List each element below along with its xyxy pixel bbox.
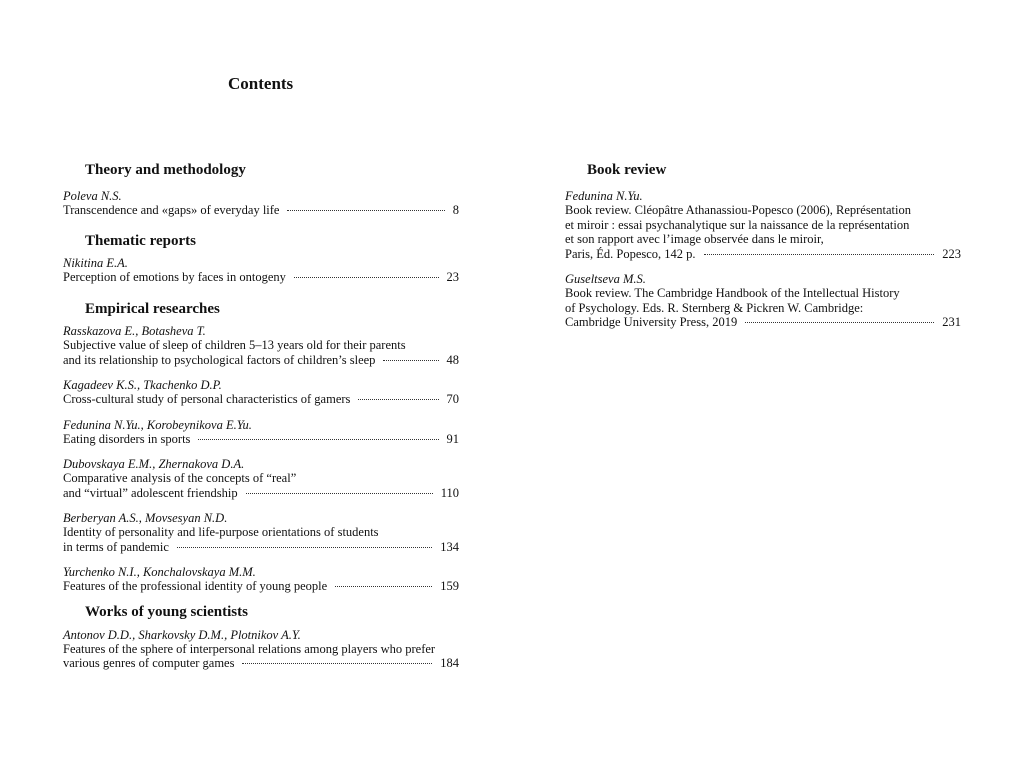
dot-leader — [242, 663, 432, 664]
entry-title — [63, 579, 459, 594]
dot-leader — [294, 277, 439, 278]
page-number: 159 — [440, 579, 459, 593]
dot-leader — [335, 586, 432, 587]
entry-authors: Guseltseva M.S. — [565, 272, 646, 286]
entry-title-line: Subjective value of sleep of children 5–13 years old for their parents — [63, 338, 406, 352]
entry-authors: Kagadeev K.S., Tkachenko D.P. — [63, 378, 222, 392]
entry-authors: Yurchenko N.I., Konchalovskaya M.M. — [63, 565, 256, 579]
section-heading: Works of young scientists — [85, 603, 248, 620]
toc-entry[interactable] — [63, 418, 459, 447]
toc-entry[interactable] — [63, 511, 459, 554]
entry-title-line: et son rapport avec l’image observée dans le miroir, — [565, 232, 824, 246]
toc-entry[interactable] — [565, 272, 961, 330]
entry-authors: Nikitina E.A. — [63, 255, 128, 270]
dot-leader — [246, 493, 433, 494]
toc-entry[interactable] — [63, 189, 459, 218]
dot-leader — [287, 210, 444, 211]
entry-title-line: of Psychology. Eds. R. Sternberg & Pickren W. Cambridge: — [565, 300, 864, 315]
dot-leader — [745, 322, 934, 323]
section-heading: Thematic reports — [85, 232, 196, 249]
toc-entry[interactable] — [63, 378, 459, 407]
entry-title — [565, 203, 961, 261]
dot-leader — [177, 547, 432, 548]
page-number: 134 — [440, 539, 459, 554]
entry-title-line: Perception of emotions by faces in ontogeny — [63, 269, 286, 284]
entry-title — [63, 338, 459, 367]
dot-leader — [198, 439, 438, 440]
page-title: Contents — [228, 74, 294, 93]
toc-entry[interactable] — [63, 457, 459, 500]
entry-title — [63, 525, 459, 554]
entry-authors: Berberyan A.S., Movsesyan N.D. — [63, 511, 228, 525]
entry-title-line: Features of the professional identity of young people — [63, 579, 328, 593]
entry-title-line: Cambridge University Press, 2019 — [565, 315, 738, 329]
entry-title-line: Features of the sphere of interpersonal relations among players who prefer — [63, 641, 436, 656]
page-number: 91 — [446, 431, 459, 446]
entry-title — [565, 286, 961, 330]
dot-leader — [358, 399, 438, 400]
entry-title-line: in terms of pandemic — [63, 539, 169, 554]
page-number: 223 — [942, 246, 961, 261]
section-heading: Empirical researches — [85, 301, 220, 317]
entry-authors: Dubovskaya E.M., Zhernakova D.A. — [63, 457, 245, 471]
entry-title — [63, 392, 459, 407]
entry-title-line: and its relationship to psychological factors of children’s sleep — [63, 352, 376, 367]
dot-leader — [383, 360, 438, 361]
entry-title-line: Identity of personality and life-purpose orientations of students — [63, 525, 379, 539]
page-number: 110 — [440, 485, 459, 500]
toc-entry[interactable] — [63, 565, 459, 594]
page-number: 48 — [446, 352, 459, 367]
left-column — [63, 160, 459, 682]
toc-entry[interactable] — [565, 189, 961, 261]
entry-title — [63, 471, 459, 500]
entry-authors: Fedunina N.Yu. — [565, 189, 643, 203]
entry-title-line: and “virtual” adolescent friendship — [63, 485, 238, 500]
right-column — [565, 160, 961, 341]
toc-entry[interactable] — [63, 324, 459, 367]
entry-title-line: Paris, Éd. Popesco, 142 p. — [565, 246, 696, 261]
entry-authors: Rasskazova E., Botasheva T. — [63, 324, 206, 338]
page-number: 8 — [452, 203, 459, 217]
entry-title — [63, 642, 459, 671]
page-number: 23 — [446, 269, 459, 284]
entry-title-line: Comparative analysis of the concepts of “real” — [63, 471, 297, 485]
entry-authors: Antonov D.D., Sharkovsky D.M., Plotnikov A.Y. — [63, 627, 301, 642]
entry-authors: Fedunina N.Yu., Korobeynikova E.Yu. — [63, 417, 252, 432]
entry-title-line: Cross-cultural study of personal characteristics of gamers — [63, 392, 351, 406]
entry-title — [63, 270, 459, 285]
entry-title-line: Book review. The Cambridge Handbook of the Intellectual History — [565, 286, 900, 300]
section-heading: Book review — [587, 162, 667, 178]
entry-title — [63, 203, 459, 218]
page-number: 184 — [440, 656, 459, 670]
toc-entry[interactable] — [63, 256, 459, 285]
entry-authors: Poleva N.S. — [63, 189, 122, 203]
page-number: 70 — [446, 392, 459, 406]
entry-title-line: Transcendence and «gaps» of everyday life — [63, 203, 280, 217]
entry-title-line: Book review. Cléopâtre Athanassiou-Popesco (2006), Représentation — [565, 203, 911, 217]
entry-title-line: various genres of computer games — [63, 656, 235, 670]
entry-title-line: et miroir : essai psychanalytique sur la naissance de la représentation — [565, 217, 910, 232]
entry-title — [63, 432, 459, 447]
entry-title-line: Eating disorders in sports — [63, 431, 191, 446]
page-number: 231 — [942, 315, 961, 329]
section-heading: Theory and methodology — [85, 162, 246, 178]
dot-leader — [704, 254, 935, 255]
toc-entry[interactable] — [63, 628, 459, 671]
